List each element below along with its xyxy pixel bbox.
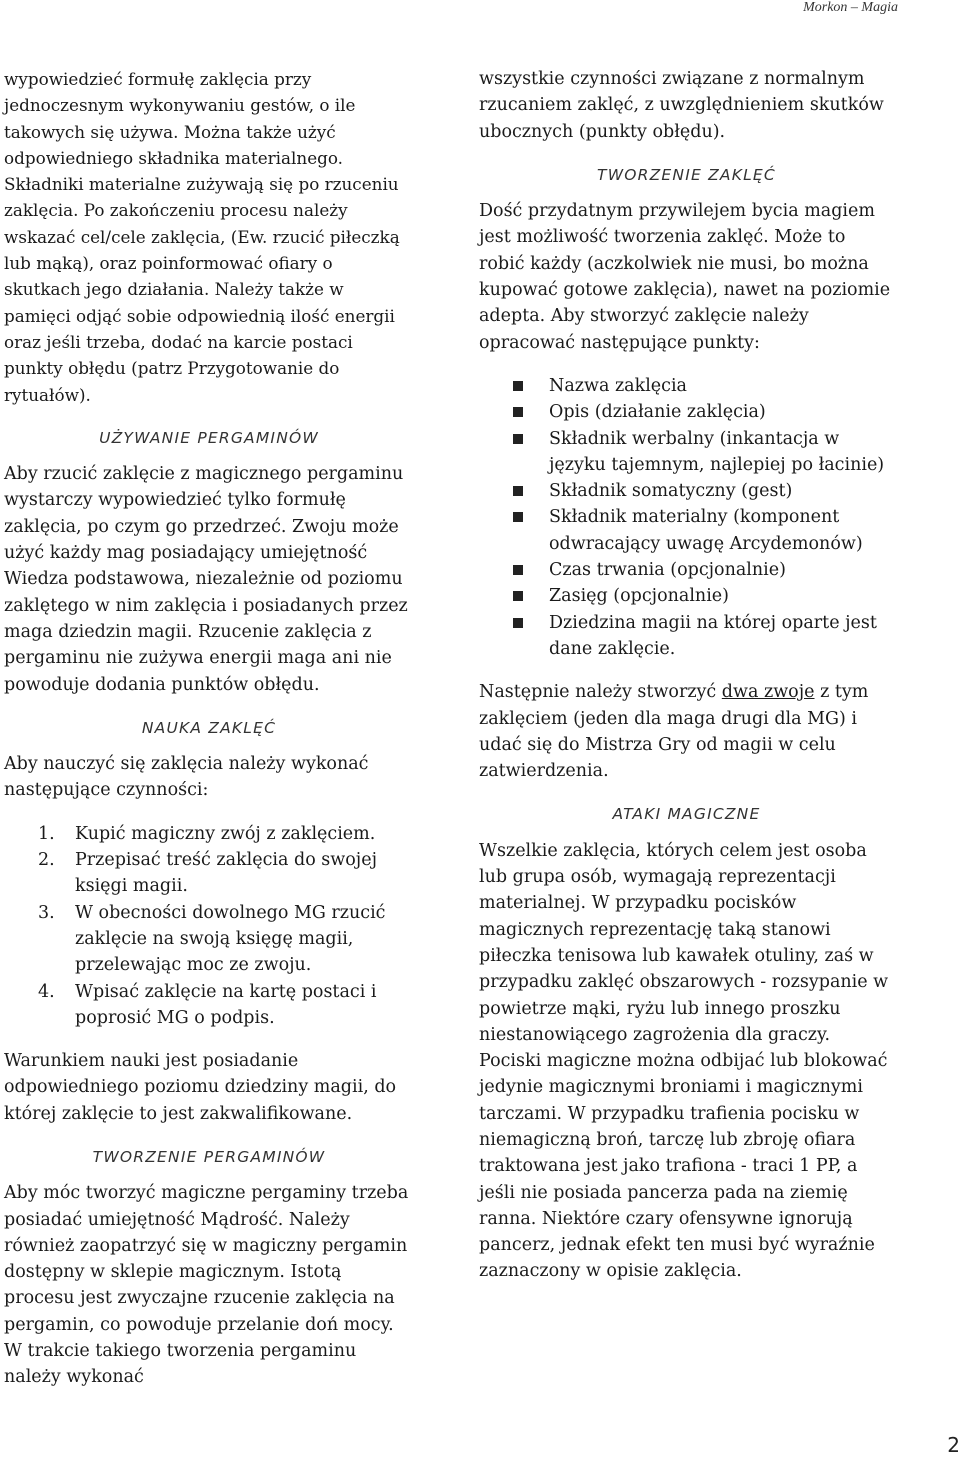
paragraph-intro-b: Należy także w pamięci odjąć sobie odpowiednią ilość energii oraz jeśli trzeba, dodać na karcie postaci punkty obłędu (patrz Przygotowanie do rytuałów). — [4, 279, 395, 405]
list-text: Składnik werbalny (inkantacja w języku tajemnym, najlepiej po łacinie) — [549, 428, 885, 475]
list-item — [4, 821, 414, 847]
paragraph-warunek: Warunkiem nauki jest posiadanie odpowiedniego poziomu dziedziny magii, do której zaklęcie to jest zakwalifikowane. — [4, 1051, 397, 1124]
list-text: Składnik somatyczny (gest) — [549, 481, 793, 502]
list-item — [4, 979, 414, 1032]
list-text: Składnik materialny (komponent odwracający uwagę Arcydemonów) — [549, 507, 863, 554]
list-text: Wpisać zaklęcie na kartę postaci i poprosić MG o podpis. — [75, 981, 377, 1028]
list-text: W obecności dowolnego MG rzucić zaklęcie na swoją księgę magii, przelewając moc ze zwoju. — [75, 902, 386, 976]
list-text: Przepisać treść zaklęcia do swojej księgi magii. — [75, 850, 378, 897]
list-text: Nazwa zaklęcia — [549, 375, 687, 396]
list-item — [479, 610, 894, 663]
list-item — [479, 504, 894, 557]
list-number: 1. — [38, 823, 55, 844]
paragraph-nauka-intro: Aby nauczyć się zaklęcia należy wykonać następujące czynności: — [4, 754, 369, 801]
underlined-text: dwa zwoje — [721, 682, 815, 703]
list-text: Opis (działanie zaklęcia) — [549, 402, 766, 423]
list-number: 4. — [38, 981, 55, 1002]
list-number: 3. — [38, 902, 55, 923]
paragraph-ataki: Wszelkie zaklęcia, których celem jest osoba lub grupa osób, wymagają reprezentacji materialnej. W przypadku pocisków magicznych reprezentację taką stanowi piłeczka tenisowa lub kawałek otuliny, zaś w przypadku zaklęć obszarowych - rozsypanie w powietrze mąki, ryżu lub innego proszku niestanowiącego zagrożenia dla graczy. Pociski magiczne można odbijać lub blokować jedynie magicznymi broniami i magicznymi tarczami. W przypadku trafienia pocisku w niemagiczną broń, tarczę lub zbroję ofiara traktowana jest jako trafiona - traci 1 PP, a jeśli nie posiada pancerza pada na ziemię ranna. Niektóre czary ofensywne ignorują pancerz, jednak efekt ten musi być wyraźnie zaznaczony w opisie zaklęcia. — [479, 840, 889, 1282]
list-item — [479, 426, 894, 479]
heading-uzywanie-pergaminow: UŻYWANIE PERGAMINÓW — [99, 428, 319, 447]
paragraph-intro — [4, 66, 414, 408]
square-bullet-icon — [513, 618, 523, 628]
square-bullet-icon — [513, 434, 523, 444]
right-column — [479, 66, 894, 1302]
list-text: Czas trwania (opcjonalnie) — [549, 560, 786, 581]
list-item — [479, 399, 894, 425]
list-item — [479, 373, 894, 399]
square-bullet-icon — [513, 407, 523, 417]
list-text: Zasięg (opcjonalnie) — [549, 586, 729, 607]
running-header: Morkon – Magia — [803, 0, 898, 15]
text-post: z tym zaklęciem (jeden dla maga drugi dla MG) i udać się do Mistrza Gry od magii w celu zatwierdzenia. — [479, 682, 869, 782]
list-item — [4, 847, 414, 900]
list-item — [479, 478, 894, 504]
square-bullet-icon — [513, 591, 523, 601]
paragraph-nastepnie — [479, 679, 894, 784]
paragraph-pergaminy: Aby rzucić zaklęcie z magicznego pergaminu wystarczy wypowiedzieć tylko formułę zaklęcia, po czym go przedrzeć. Zwoju może użyć każdy mag posiadający umiejętność Wiedza podstawowa, niezależnie od poziomu zaklętego w nim zaklęcia i posiadanych przez maga dziedzin magii. Rzucenie zaklęcia z pergaminu nie zużywa energii maga ani nie powoduje dodania punktów obłędu. — [4, 464, 408, 695]
heading-tworzenie-pergaminow: TWORZENIE PERGAMINÓW — [92, 1147, 326, 1166]
list-item — [479, 557, 894, 583]
paragraph-tworzenie-zaklec: Dość przydatnym przywilejem bycia magiem jest możliwość tworzenia zaklęć. Może to robić każdy (aczkolwiek nie musi, bo można kupować gotowe zaklęcia), nawet na poziomie adepta. Aby stworzyć zaklęcie należy opracować następujące punkty: — [479, 201, 891, 353]
list-number: 2. — [38, 850, 55, 871]
square-bullet-icon — [513, 486, 523, 496]
points-list — [479, 373, 894, 662]
text-pre: Następnie należy stworzyć — [479, 682, 722, 703]
paragraph-intro-a: wypowiedzieć formułę zaklęcia przy jednoczesnym wykonywaniu gestów, o ile takowych się używa. Można także użyć odpowiedniego składnika materialnego. Składniki materialne zużywają się po rzuceniu zaklęcia. Po zakończeniu procesu należy wskazać cel/cele zaklęcia, (Ew. rzucić piłeczką lub mąką), oraz poinformować ofiary o skutkach jego działania. — [4, 69, 400, 300]
square-bullet-icon — [513, 381, 523, 391]
list-text: Dziedzina magii na której oparte jest dane zaklęcie. — [549, 612, 877, 659]
list-item — [479, 583, 894, 609]
steps-list — [4, 821, 414, 1031]
heading-ataki-magiczne: ATAKI MAGICZNE — [612, 805, 761, 824]
paragraph-continuation: wszystkie czynności związane z normalnym rzucaniem zaklęć, z uwzględnieniem skutków ubocznych (punkty obłędu). — [479, 69, 884, 142]
list-item — [4, 900, 414, 979]
square-bullet-icon — [513, 565, 523, 575]
list-text: Kupić magiczny zwój z zaklęciem. — [75, 823, 376, 844]
page-number: 2 — [947, 1433, 960, 1457]
square-bullet-icon — [513, 512, 523, 522]
paragraph-tworzenie-pergaminow: Aby móc tworzyć magiczne pergaminy trzeba posiadać umiejętność Mądrość. Należy również zaopatrzyć się w magiczny pergamin dostępny w sklepie magicznym. Istotą procesu jest zwyczajne rzucenie zaklęcia na pergamin, co powoduje przelanie doń mocy. W trakcie takiego tworzenia pergaminu należy wykonać — [4, 1183, 409, 1388]
heading-tworzenie-zaklec: TWORZENIE ZAKLĘĆ — [597, 165, 776, 184]
left-column — [4, 66, 414, 1408]
heading-nauka-zaklec: NAUKA ZAKLĘĆ — [141, 718, 277, 737]
